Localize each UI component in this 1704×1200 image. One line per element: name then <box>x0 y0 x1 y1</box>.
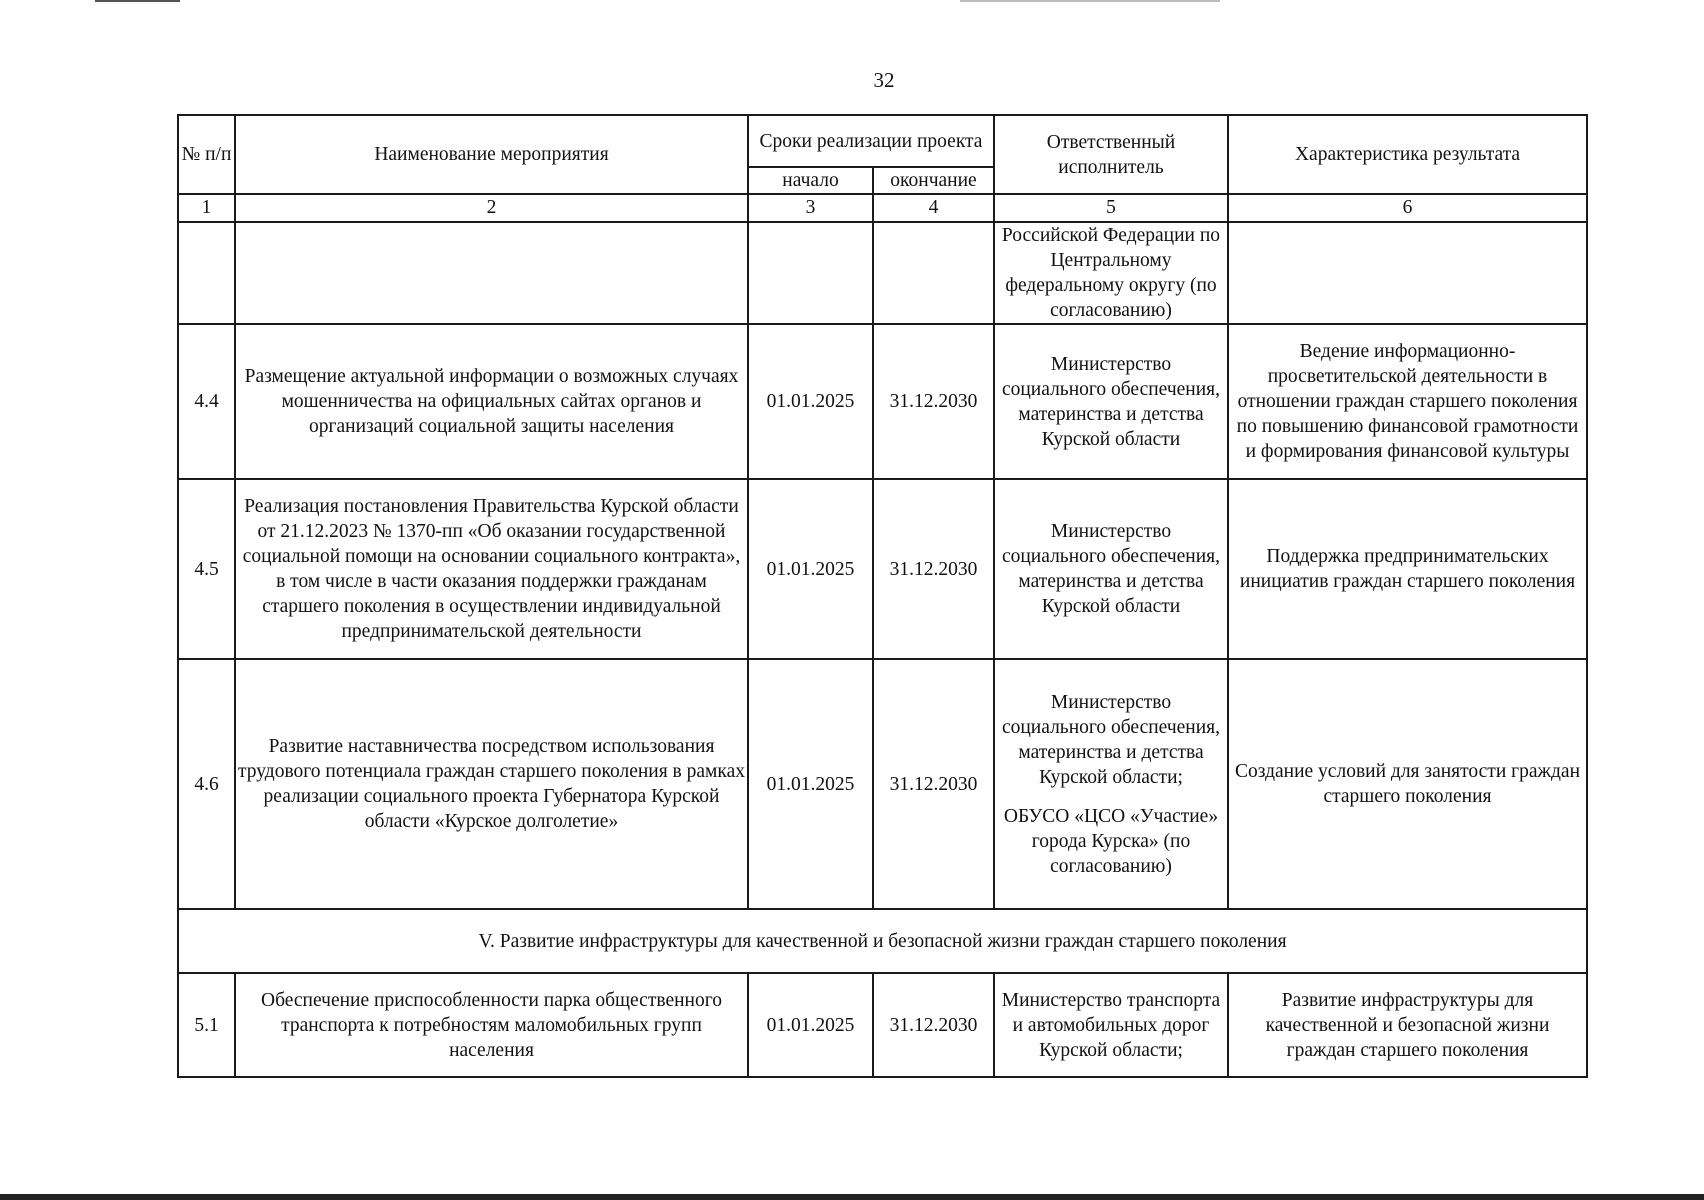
header-result: Характеристика результата <box>1228 115 1587 194</box>
scan-edge-mark <box>960 0 1220 2</box>
cell-name: Реализация постановления Правительства Курской области от 21.12.2023 № 1370-пп «Об оказании государственной социальной помощи на основании социального контракта», в том числе в части оказания поддержки гражданам старшего поколения в осуществлении индивидуальной предпринимательской деятельности <box>235 479 748 659</box>
table-row <box>178 659 1587 909</box>
table-row-continuation <box>178 222 1587 324</box>
responsible-ministry: Министерство социального обеспечения, материнства и детства Курской области; <box>1001 691 1221 788</box>
cell-num: 4.5 <box>178 479 235 659</box>
cell-start: 01.01.2025 <box>748 659 873 909</box>
table-row <box>178 973 1587 1077</box>
header-name: Наименование мероприятия <box>235 115 748 194</box>
cell-end: 31.12.2030 <box>873 324 994 479</box>
table-row <box>178 324 1587 479</box>
cell-responsible: Министерство социального обеспечения, материнства и детства Курской области <box>994 479 1228 659</box>
header-num: № п/п <box>178 115 235 194</box>
section-header-row <box>178 909 1587 973</box>
cell-end <box>873 222 994 324</box>
cell-responsible <box>994 659 1228 909</box>
cell-num: 4.4 <box>178 324 235 479</box>
cell-num: 4.6 <box>178 659 235 909</box>
cell-num <box>178 222 235 324</box>
table-header-row <box>178 115 1587 167</box>
cell-result <box>1228 222 1587 324</box>
cell-start: 01.01.2025 <box>748 479 873 659</box>
scan-edge-mark <box>0 1194 1704 1200</box>
column-number: 2 <box>235 194 748 222</box>
cell-end: 31.12.2030 <box>873 479 994 659</box>
cell-responsible: Министерство транспорта и автомобильных дорог Курской области; <box>994 973 1228 1077</box>
cell-num: 5.1 <box>178 973 235 1077</box>
cell-start: 01.01.2025 <box>748 324 873 479</box>
cell-name <box>235 222 748 324</box>
scan-edge-mark <box>95 0 180 2</box>
header-start: начало <box>748 167 873 194</box>
cell-result: Развитие инфраструктуры для качественной и безопасной жизни граждан старшего поколения <box>1228 973 1587 1077</box>
header-responsible: Ответственный исполнитель <box>994 115 1228 194</box>
column-numbers-row <box>178 194 1587 222</box>
header-end: окончание <box>873 167 994 194</box>
column-number: 3 <box>748 194 873 222</box>
cell-name: Развитие наставничества посредством использования трудового потенциала граждан старшего поколения в рамках реализации социального проекта Губернатора Курской области «Курское долголетие» <box>235 659 748 909</box>
cell-result: Поддержка предпринимательских инициатив граждан старшего поколения <box>1228 479 1587 659</box>
column-number: 5 <box>994 194 1228 222</box>
cell-start <box>748 222 873 324</box>
column-number: 4 <box>873 194 994 222</box>
cell-start: 01.01.2025 <box>748 973 873 1077</box>
table-row <box>178 479 1587 659</box>
cell-result: Создание условий для занятости граждан старшего поколения <box>1228 659 1587 909</box>
cell-end: 31.12.2030 <box>873 973 994 1077</box>
page-number: 32 <box>873 68 895 92</box>
cell-result: Ведение информационно-просветительской деятельности в отношении граждан старшего поколения по повышению финансовой грамотности и формирования финансовой культуры <box>1228 324 1587 479</box>
cell-responsible: Министерство социального обеспечения, материнства и детства Курской области <box>994 324 1228 479</box>
cell-name: Обеспечение приспособленности парка общественного транспорта к потребностям маломобильных групп населения <box>235 973 748 1077</box>
column-number: 1 <box>178 194 235 222</box>
header-terms: Сроки реализации проекта <box>748 115 994 167</box>
column-number: 6 <box>1228 194 1587 222</box>
section-title: V. Развитие инфраструктуры для качественной и безопасной жизни граждан старшего поколения <box>178 909 1587 973</box>
cell-end: 31.12.2030 <box>873 659 994 909</box>
cell-name: Размещение актуальной информации о возможных случаях мошенничества на официальных сайтах органов и организаций социальной защиты населения <box>235 324 748 479</box>
responsible-obuso: ОБУСО «ЦСО «Участие» города Курска» (по согласованию) <box>1003 805 1219 877</box>
events-table <box>177 114 1588 1078</box>
cell-responsible: Российской Федерации по Центральному федеральному округу (по согласованию) <box>994 222 1228 324</box>
